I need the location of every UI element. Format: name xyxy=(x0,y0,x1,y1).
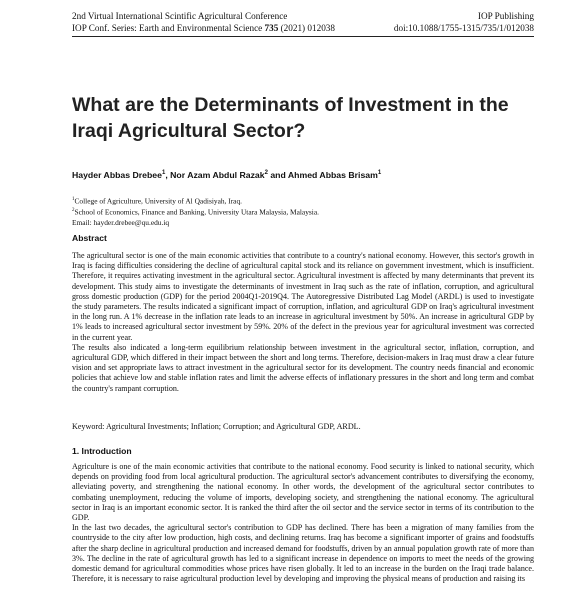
author-list xyxy=(72,170,542,180)
contact-email: Email: hayder.drebee@qu.edu.iq xyxy=(72,217,170,227)
affiliation-text: School of Economics, Finance and Banking, University Utara Malaysia, Malaysia. xyxy=(74,207,319,217)
affiliation-2 xyxy=(72,206,532,217)
affiliation-marker: 2 xyxy=(264,170,268,177)
doi-text: doi:10.1088/1755-1315/735/1/012038 xyxy=(393,23,534,33)
author-name: Hayder Abbas Drebee xyxy=(72,170,162,180)
introduction-paragraph: In the last two decades, the agricultural sector's contribution to GDP has declined. There has been a migration of many families from the countryside to the city after low production, high costs, and declining returns. Iraq has become a significant importer of grains and foodstuffs after the sharp decline in agricultural production and increased demand for foodstuffs, driven by an annual population growth rate of more than 3%. The decline in the rate of agricultural growth has led to a significant increase in dependence on imports to meet the needs of the growing domestic demand for agricultural commodities whose prices have risen globally. It led to an increase in the burden on the Iraqi trade balance. Therefore, it is necessary to raise agricultural production level by developing and improving the physical means of production and raising its xyxy=(72,523,534,584)
introduction-paragraph: Agriculture is one of the main economic activities that contribute to the national economy. Food security is linked to national security, which depends on providing food from local agricultural production. The agricultural sector's advancement contributes to diversifying the economy, alleviating poverty, and strengthening the national economy. In other words, the development of the agricultural sector contributes to combating unemployment, reducing the volume of imports, developing society, and strengthening the national economy. The agricultural sector in Iraq is an important economic sector. It is ranked the third after the oil sector and the service sector in terms of its contribution to the GDP. xyxy=(72,462,534,523)
affiliation-text: College of Agriculture, University of Al Qadisiyah, Iraq. xyxy=(74,196,242,206)
abstract-paragraph: The agricultural sector is one of the main economic activities that contribute to a country's national economy. However, this sector's growth in Iraq is facing difficulties considering the decline of agricultural capital stock and its reliance on government investment, which is insufficient. Therefore, it requires activating investment in the agricultural sector. Agricultural investment is affected by many determinants that prevent its development. This study aims to investigate the determinants of investment in Iraq such as the rate of inflation, corruption, and agricultural gross domestic production (GDP) for the period 2004Q1-2019Q4. The Autoregressive Distributed Lag Model (ARDL) is used to investigate the study parameters. The results indicated a significant impact of corruption, inflation, and agricultural GDP on Iraq's agricultural investment in the long run. A 1% decrease in the inflation rate leads to an increase in agricultural investment by 50%. An increase in agricultural GDP by 1% leads to increased agricultural sector investment by 59%. 20% of the defect in the previous year for agricultural investment was corrected in the current year. xyxy=(72,251,534,342)
abstract-heading: Abstract xyxy=(72,233,107,243)
affiliation-marker: 2 xyxy=(72,208,75,214)
affiliation-marker: 1 xyxy=(72,197,75,202)
author-name: Ahmed Abbas Brisam xyxy=(287,170,378,180)
author-name: Nor Azam Abdul Razak xyxy=(170,170,265,180)
header-row-1 xyxy=(72,10,534,22)
conference-name: 2nd Virtual International Scintific Agricultural Conference xyxy=(72,11,288,21)
paper-title: What are the Determinants of Investment in the Iraqi Agricultural Sector? xyxy=(72,94,509,142)
series-suffix: (2021) 012038 xyxy=(278,23,335,33)
header-row-2 xyxy=(72,22,534,34)
publisher-name: IOP Publishing xyxy=(477,11,534,21)
author-separator: , xyxy=(165,170,171,180)
keywords: Keyword: Agricultural Investments; Inflation; Corruption; and Agricultural GDP, ARDL. xyxy=(72,422,361,431)
affiliation-1 xyxy=(72,195,532,206)
volume-number: 735 xyxy=(264,23,279,33)
abstract-body xyxy=(72,251,534,394)
series-prefix: IOP Conf. Series: Earth and Environmental Science xyxy=(72,23,265,33)
introduction-heading: 1. Introduction xyxy=(72,446,132,456)
series-citation xyxy=(72,22,335,34)
abstract-paragraph: The results also indicated a long-term equilibrium relationship between investment in the agricultural sector, inflation, corruption, and agricultural GDP, which differed in their impact between the short and long terms. Therefore, decision-makers in Iraq must draw a clear future vision and set appropriate laws to attract investment in the agricultural sector for its development. The country needs financial and economic policies that achieve low and stable inflation rates and limit the adverse effects of inflationary pressures in the short and long term and combat the country's rampant corruption. xyxy=(72,342,534,393)
affiliations xyxy=(72,195,532,228)
header-rule xyxy=(72,36,534,37)
author-conjunction: and xyxy=(267,170,288,180)
running-header xyxy=(72,10,534,34)
introduction-body xyxy=(72,462,534,584)
affiliation-marker: 1 xyxy=(377,170,382,177)
affiliation-marker: 1 xyxy=(161,170,166,177)
